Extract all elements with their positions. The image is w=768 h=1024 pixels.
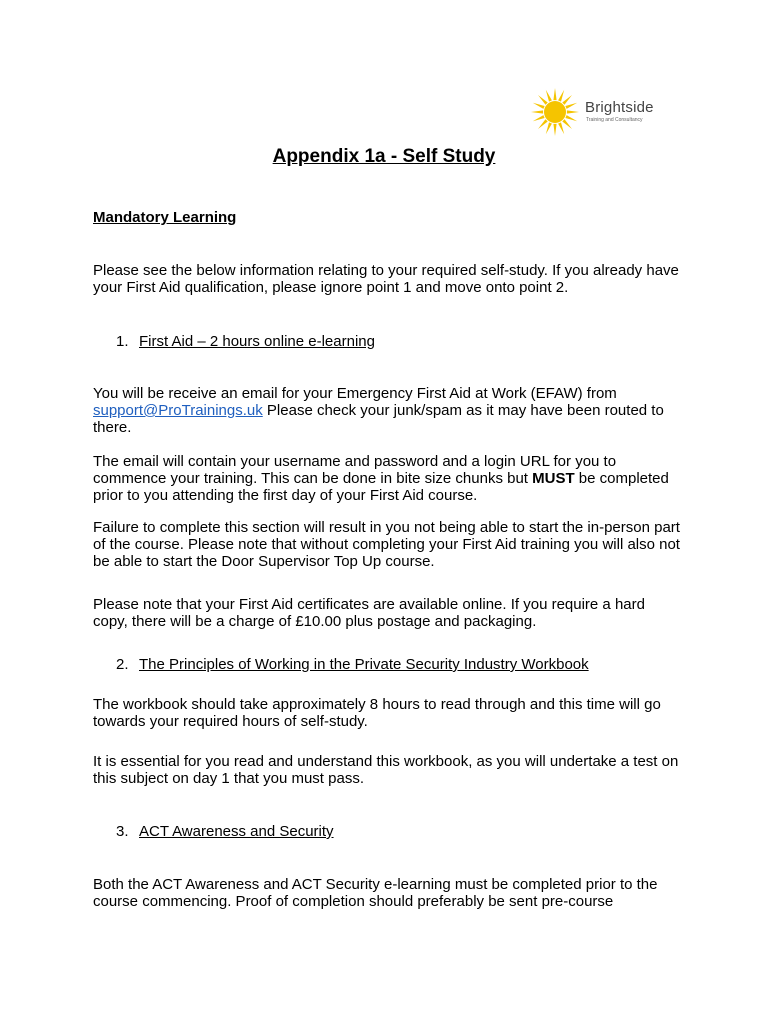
sun-ray: [546, 90, 552, 102]
sun-ray: [558, 90, 564, 102]
email-text-after: Please check your junk/spam as it may have been routed to there.: [93, 402, 664, 436]
sun-ray: [546, 122, 552, 134]
sun-ray: [562, 95, 572, 105]
sun-ray: [531, 110, 543, 113]
sun-ray: [565, 115, 577, 121]
page-title: Appendix 1a - Self Study: [272, 146, 496, 167]
sun-ray: [538, 119, 548, 129]
sun-ray: [533, 115, 545, 121]
list-number-3: 3.: [116, 823, 129, 840]
essential-paragraph: It is essential for you read and understand this workbook, as you will undertake a test on this subject on day 1 that you must pass.: [93, 753, 679, 787]
email-text-before: You will be receive an email for your Emergency First Aid at Work (EFAW) from: [93, 385, 617, 402]
certificates-paragraph: Please note that your First Aid certificates are available online. If you require a hard copy, there will be a charge of £10.00 plus postage and packaging.: [93, 596, 645, 630]
intro-paragraph: Please see the below information relating to your required self-study. If you already have your First Aid qualification, please ignore point 1 and move onto point 2.: [93, 262, 679, 296]
sun-ray: [533, 103, 545, 109]
list-item-act: ACT Awareness and Security: [139, 823, 334, 840]
support-email-link[interactable]: support@ProTrainings.uk: [93, 402, 263, 419]
act-paragraph: Both the ACT Awareness and ACT Security e-learning must be completed prior to the course commencing. Proof of completion should preferably be sent pre-course: [93, 876, 658, 910]
sun-ray: [565, 103, 577, 109]
sun-ray: [553, 124, 556, 136]
list-number-1: 1.: [116, 333, 129, 350]
logo-brand-name: Brightside: [585, 99, 654, 116]
logo-tagline: Training and Consultancy: [586, 117, 643, 123]
list-item-first-aid: First Aid – 2 hours online e-learning: [139, 333, 375, 350]
sun-ray: [567, 110, 579, 113]
sun-ray: [553, 88, 556, 100]
login-paragraph: [93, 453, 683, 504]
list-item-workbook: The Principles of Working in the Private Security Industry Workbook: [139, 656, 589, 673]
section-heading: Mandatory Learning: [93, 209, 237, 226]
failure-paragraph: Failure to complete this section will result in you not being able to start the in-person part of the course. Please note that without completing your First Aid training you will also not be able to start the Door Supervisor Top Up course.: [93, 519, 680, 570]
sun-ray: [558, 122, 564, 134]
workbook-paragraph: The workbook should take approximately 8 hours to read through and this time will go towards your required hours of self-study.: [93, 696, 661, 730]
must-emphasis: MUST: [532, 470, 575, 487]
sun-icon: [528, 86, 584, 138]
login-text-before: The email will contain your username and password and a login URL for you to commence your training. This can be done in bite size chunks but: [93, 453, 617, 487]
login-text-after: be completed prior to you attending the first day of your First Aid course.: [93, 470, 669, 504]
sun-ray: [538, 95, 548, 105]
sun-ray: [562, 119, 572, 129]
list-number-2: 2.: [116, 656, 129, 673]
email-paragraph: [93, 385, 683, 436]
